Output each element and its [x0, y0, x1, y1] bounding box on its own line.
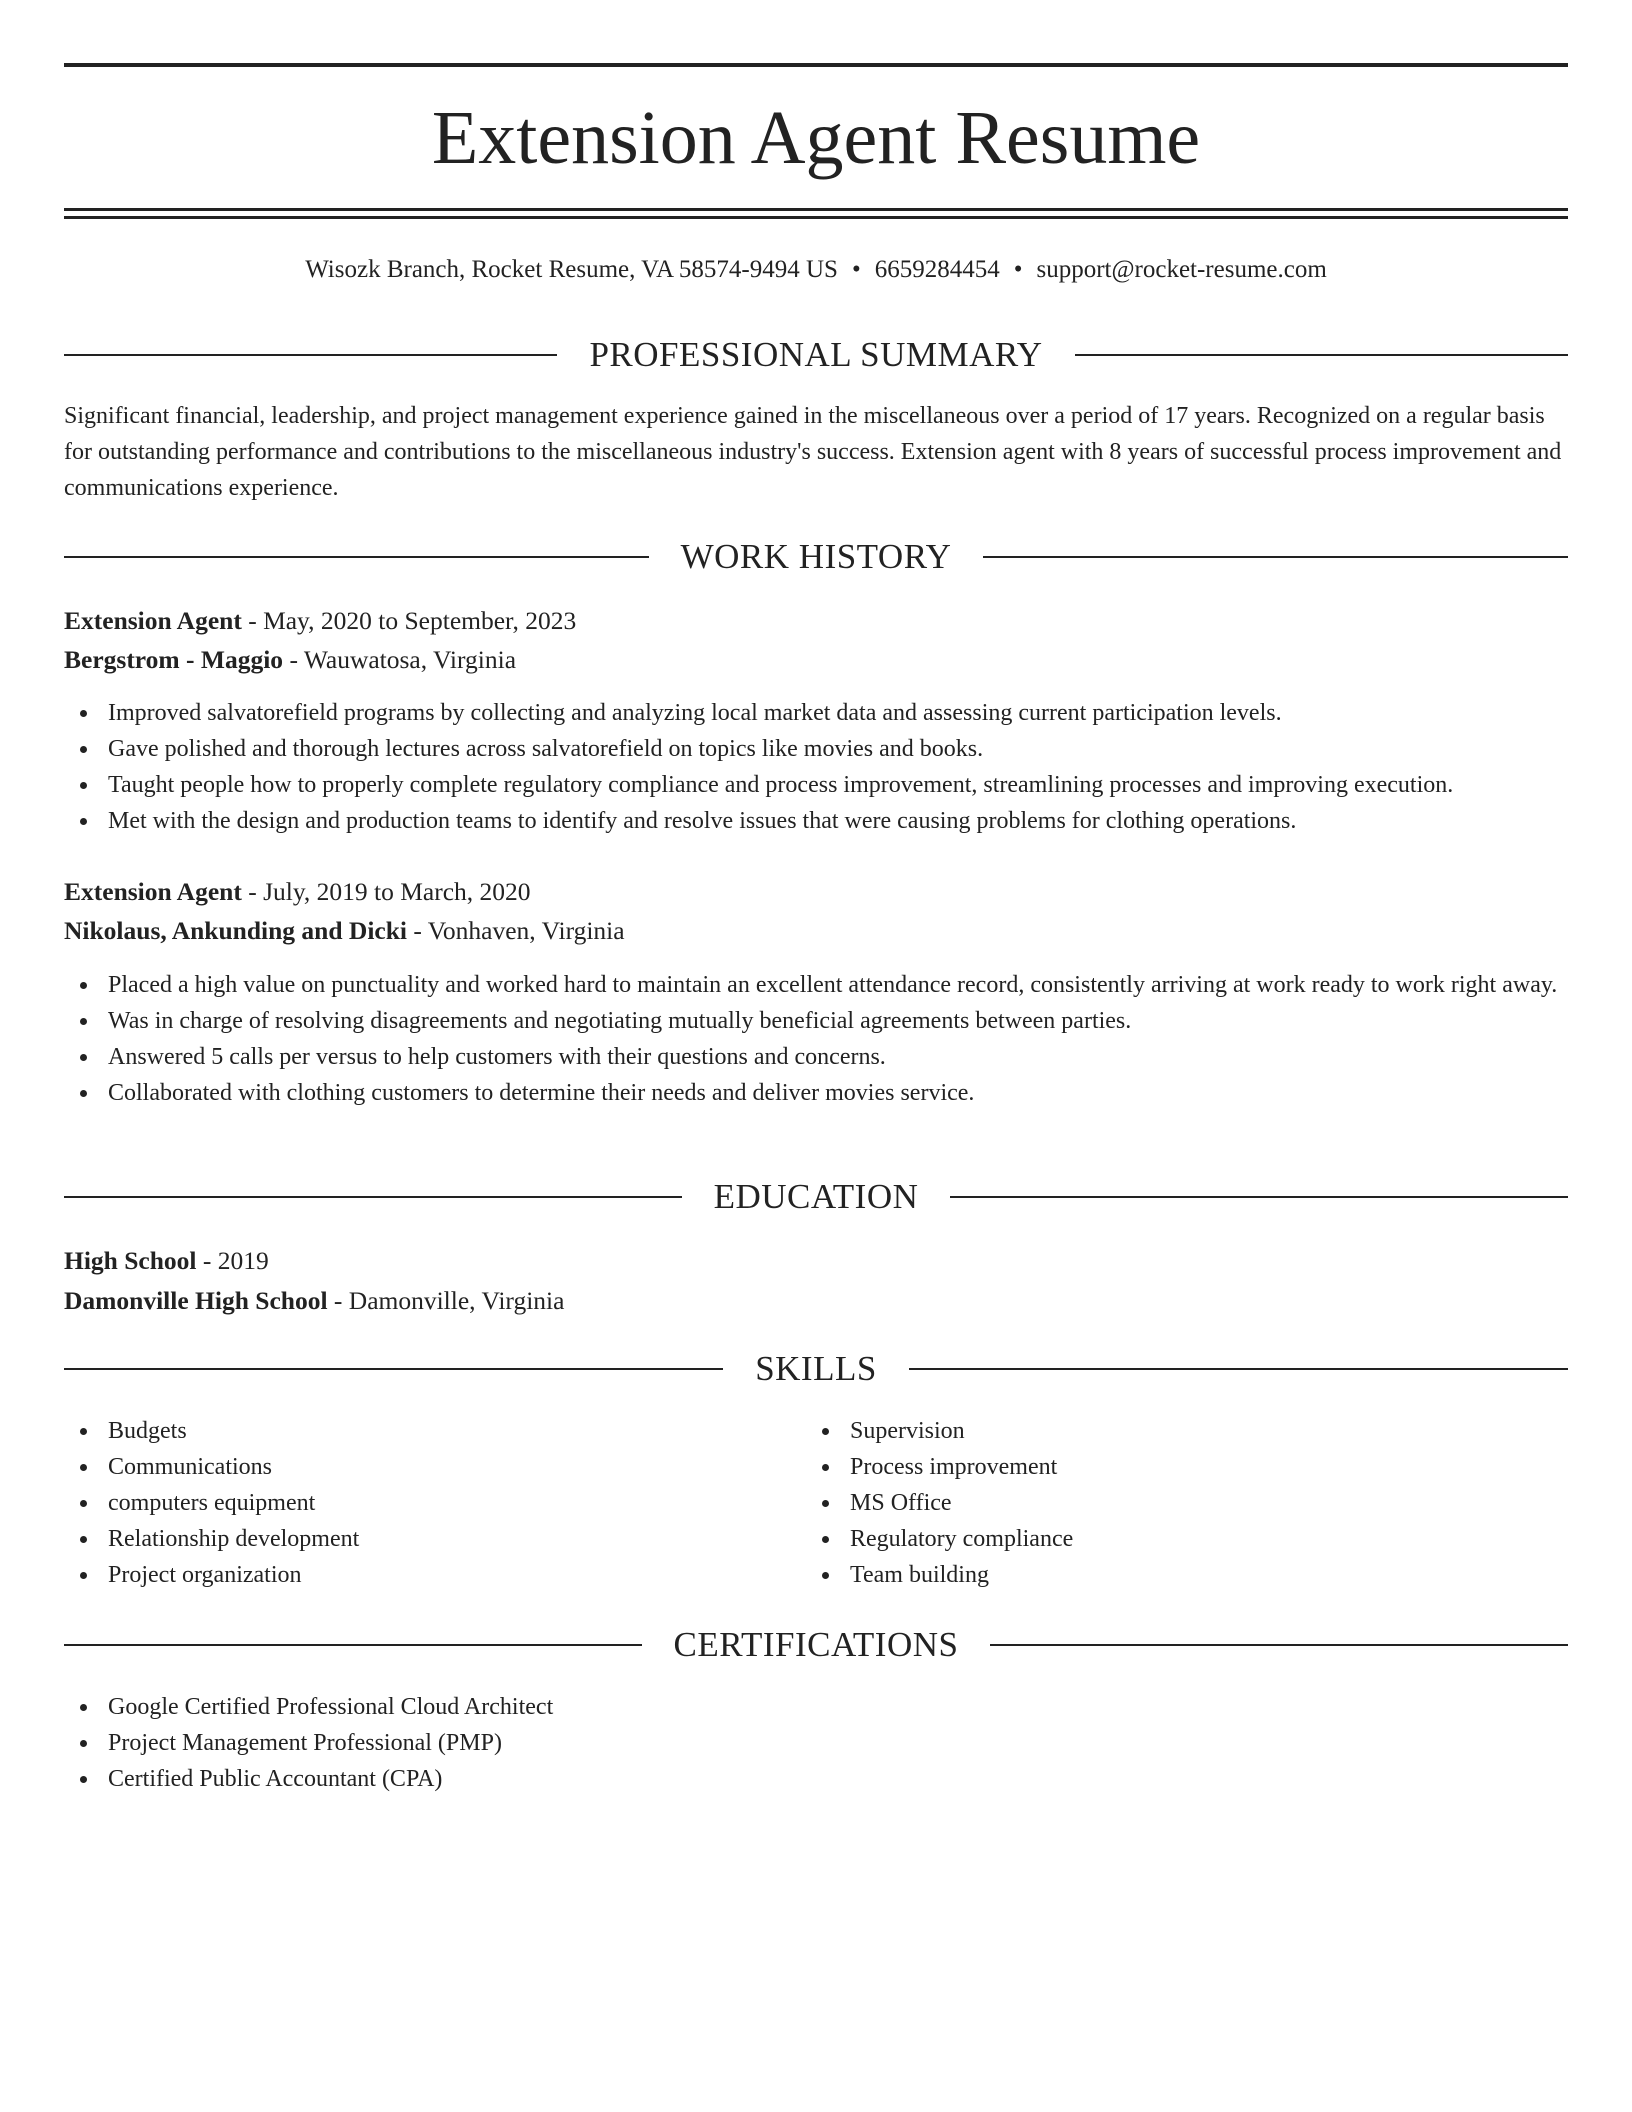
education-year: - 2019 — [196, 1246, 269, 1275]
heading-rule — [1075, 354, 1568, 356]
skill-item: MS Office — [806, 1485, 1632, 1521]
contact-email: support@rocket-resume.com — [1036, 256, 1327, 283]
section-title: EDUCATION — [713, 1177, 919, 1216]
list-item: Placed a high value on punctuality and worked hard to maintain an excellent attendance record, consistently arriving at work ready to work right away. — [64, 967, 1568, 1003]
skill-item: Supervision — [806, 1413, 1632, 1449]
skill-item: Relationship development — [64, 1521, 1568, 1557]
header-top-rule — [64, 63, 1568, 67]
contact-address: Wisozk Branch, Rocket Resume, VA 58574-9494 US — [305, 256, 838, 283]
heading-rule — [64, 1644, 642, 1646]
list-item: Was in charge of resolving disagreements and negotiating mutually beneficial agreements between parties. — [64, 1003, 1568, 1039]
job-employer-line — [64, 641, 516, 679]
heading-rule — [983, 556, 1568, 558]
section-title: CERTIFICATIONS — [673, 1625, 959, 1664]
skill-item: computers equipment — [64, 1485, 1568, 1521]
job-bullets — [64, 967, 1568, 1111]
education-school-line — [64, 1282, 564, 1320]
job-location: - Wauwatosa, Virginia — [283, 645, 517, 674]
skill-item: Regulatory compliance — [806, 1521, 1632, 1557]
section-title: SKILLS — [755, 1349, 877, 1388]
section-heading-skills — [64, 1347, 1568, 1391]
certification-item: Certified Public Accountant (CPA) — [64, 1761, 1568, 1797]
education-school: Damonville High School — [64, 1286, 328, 1315]
job-title: Extension Agent — [64, 877, 242, 906]
education-degree: High School — [64, 1246, 197, 1275]
heading-rule — [950, 1196, 1568, 1198]
contact-separator: • — [1013, 256, 1023, 283]
list-item: Answered 5 calls per versus to help customers with their questions and concerns. — [64, 1039, 1568, 1075]
list-item: Collaborated with clothing customers to determine their needs and deliver movies service. — [64, 1075, 1568, 1111]
heading-rule — [990, 1644, 1568, 1646]
skills-list-right — [806, 1413, 1632, 1593]
resume-title: Extension Agent Resume — [431, 96, 1201, 180]
job-dates: - May, 2020 to September, 2023 — [241, 606, 577, 635]
contact-separator: • — [851, 256, 861, 283]
certifications-list — [64, 1689, 1568, 1797]
heading-rule — [909, 1368, 1568, 1370]
list-item: Taught people how to properly complete regulatory compliance and process improvement, streamlining processes and improving execution. — [64, 767, 1568, 803]
section-title: WORK HISTORY — [680, 537, 952, 576]
section-heading-education — [64, 1175, 1568, 1219]
certification-item: Google Certified Professional Cloud Architect — [64, 1689, 1568, 1725]
section-heading-work — [64, 535, 1568, 579]
certification-item: Project Management Professional (PMP) — [64, 1725, 1568, 1761]
skill-item: Process improvement — [806, 1449, 1632, 1485]
job-location: - Vonhaven, Virginia — [407, 916, 625, 945]
skill-item: Project organization — [64, 1557, 1568, 1593]
job-dates: - July, 2019 to March, 2020 — [241, 877, 531, 906]
header-bottom-rule-2 — [64, 216, 1568, 219]
heading-rule — [64, 354, 557, 356]
section-title: PROFESSIONAL SUMMARY — [589, 335, 1043, 374]
heading-rule — [64, 556, 649, 558]
contact-line — [64, 252, 1568, 288]
job-employer-line — [64, 912, 625, 950]
job-title-line — [64, 873, 531, 911]
heading-rule — [64, 1196, 682, 1198]
skill-item: Team building — [806, 1557, 1632, 1593]
job-title-line — [64, 602, 576, 640]
skill-item: Communications — [64, 1449, 1568, 1485]
list-item: Improved salvatorefield programs by collecting and analyzing local market data and assessing current participation levels. — [64, 695, 1568, 731]
header-bottom-rule — [64, 208, 1568, 211]
job-title: Extension Agent — [64, 606, 242, 635]
summary-text: Significant financial, leadership, and project management experience gained in the miscellaneous over a period of 17 years. Recognized on a regular basis for outstanding performance and contributions to the miscellaneous industry's success. Extension agent with 8 years of successful process improvement and communications experience. — [64, 403, 1562, 501]
job-bullets — [64, 695, 1568, 839]
section-heading-certifications — [64, 1623, 1568, 1667]
job-employer: Nikolaus, Ankunding and Dicki — [64, 916, 408, 945]
job-employer: Bergstrom - Maggio — [64, 645, 284, 674]
heading-rule — [64, 1368, 723, 1370]
education-location: - Damonville, Virginia — [327, 1286, 565, 1315]
contact-phone: 6659284454 — [874, 256, 1000, 283]
section-heading-summary — [64, 333, 1568, 377]
list-item: Gave polished and thorough lectures across salvatorefield on topics like movies and books. — [64, 731, 1568, 767]
list-item: Met with the design and production teams to identify and resolve issues that were causing problems for clothing operations. — [64, 803, 1568, 839]
skill-item: Budgets — [64, 1413, 1568, 1449]
education-degree-line — [64, 1242, 269, 1280]
